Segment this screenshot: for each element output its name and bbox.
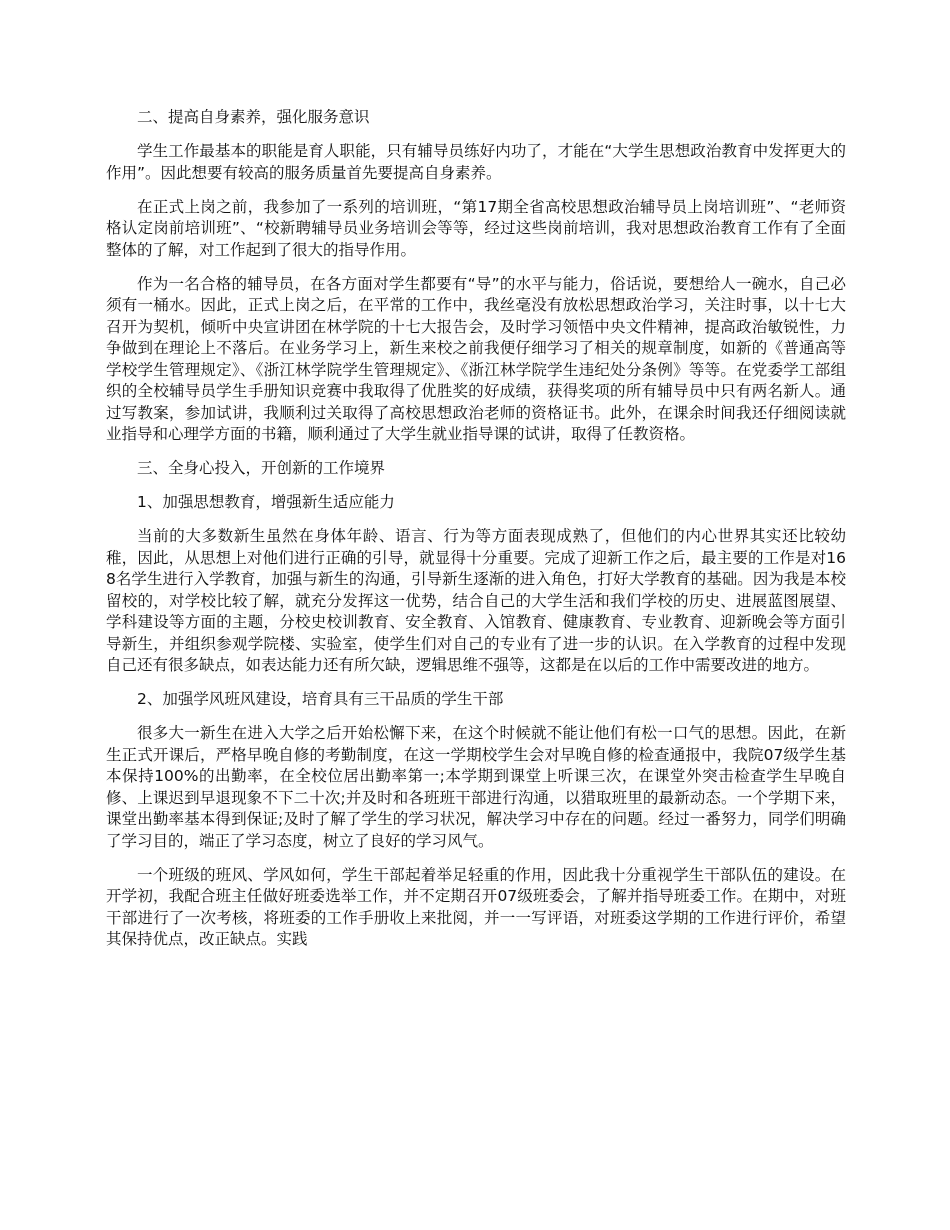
section-heading: 三、全身心投入，开创新的工作境界 — [137, 459, 386, 477]
paragraph: 很多大一新生在进入大学之后开始松懈下来，在这个时候就不能让他们有松一口气的思想。因此，在新生正式开课后，严格早晚自修的考勤制度，在这一学期校学生会对早晚自修的检查通报中，我院07级学生基本保持100%的出勤率，在全校位居出勤率第一;本学期到课堂上听课三次，在课堂外突击检查学生早晚自修、上课迟到早退现象不下二十次;并及时和各班班干部进行沟通，以猎取班里的最新动态。一个学期下来，课堂出勤率基本得到保证;及时了解了学生的学习状况，解决学习中存在的问题。经过一番努力，同学们明确了学习目的，端正了学习态度，树立了良好的学习风气。 — [106, 724, 846, 850]
paragraph: 在正式上岗之前，我参加了一系列的培训班，“第17期全省高校思想政治辅导员上岗培训班”、“老师资格认定岗前培训班”、“校新聘辅导员业务培训会等等，经过这些岗前培训，我对思想政治教育工作有了全面整体的了解，对工作起到了很大的指导作用。 — [106, 197, 846, 259]
paragraph: 一个班级的班风、学风如何，学生干部起着举足轻重的作用，因此我十分重视学生干部队伍的建设。在开学初，我配合班主任做好班委选举工作，并不定期召开07级班委会，了解并指导班委工作。在期中，对班干部进行了一次考核，将班委的工作手册收上来批阅，并一一写评语，对班委这学期的工作进行评价，希望其保持优点，改正缺点。实践 — [106, 865, 846, 948]
paragraph: 作为一名合格的辅导员，在各方面对学生都要有“导”的水平与能力，俗话说，要想给人一碗水，自己必须有一桶水。因此，正式上岗之后，在平常的工作中，我丝毫没有放松思想政治学习，关注时事，以十七大召开为契机，倾听中央宣讲团在林学院的十七大报告会，及时学习领悟中央文件精神，提高政治敏锐性，力争做到在理论上不落后。在业务学习上，新生来校之前我便仔细学习了相关的规章制度，如新的《普通高等学校学生管理规定》、《浙江林学院学生管理规定》、《浙江林学院学生违纪处分条例》等等。在党委学工部组织的全校辅导员学生手册知识竞赛中我取得了优胜奖的好成绩，获得奖项的所有辅导员中只有两名新人。通过写教案，参加试讲，我顺利过关取得了高校思想政治老师的资格证书。此外，在课余时间我还仔细阅读就业指导和心理学方面的书籍，顺利通过了大学生就业指导课的试讲，取得了任教资格。 — [106, 274, 846, 443]
document-body — [106, 107, 846, 951]
section-heading: 1、加强思想教育，增强新生适应能力 — [137, 493, 395, 511]
section-heading: 2、加强学风班风建设，培育具有三干品质的学生干部 — [137, 690, 504, 708]
section-heading: 二、提高自身素养，强化服务意识 — [137, 108, 370, 126]
paragraph: 当前的大多数新生虽然在身体年龄、语言、行为等方面表现成熟了，但他们的内心世界其实还比较幼稚，因此，从思想上对他们进行正确的引导，就显得十分重要。完成了迎新工作之后，最主要的工作是对168名学生进行入学教育，加强与新生的沟通，引导新生逐渐的进入角色，打好大学教育的基础。因为我是本校留校的，对学校比较了解，就充分发挥这一优势，结合自己的大学生活和我们学校的历史、进展蓝图展望、学科建设等方面的主题，分校史校训教育、安全教育、入馆教育、健康教育、专业教育、迎新晚会等方面引导新生，并组织参观学院楼、实验室，使学生们对自己的专业有了进一步的认识。在入学教育的过程中发现自己还有很多缺点，如表达能力还有所欠缺，逻辑思维不强等，这都是在以后的工作中需要改进的地方。 — [106, 527, 846, 674]
paragraph: 学生工作最基本的职能是育人职能，只有辅导员练好内功了，才能在“大学生思想政治教育中发挥更大的作用”。因此想要有较高的服务质量首先要提高自身素养。 — [106, 142, 846, 182]
